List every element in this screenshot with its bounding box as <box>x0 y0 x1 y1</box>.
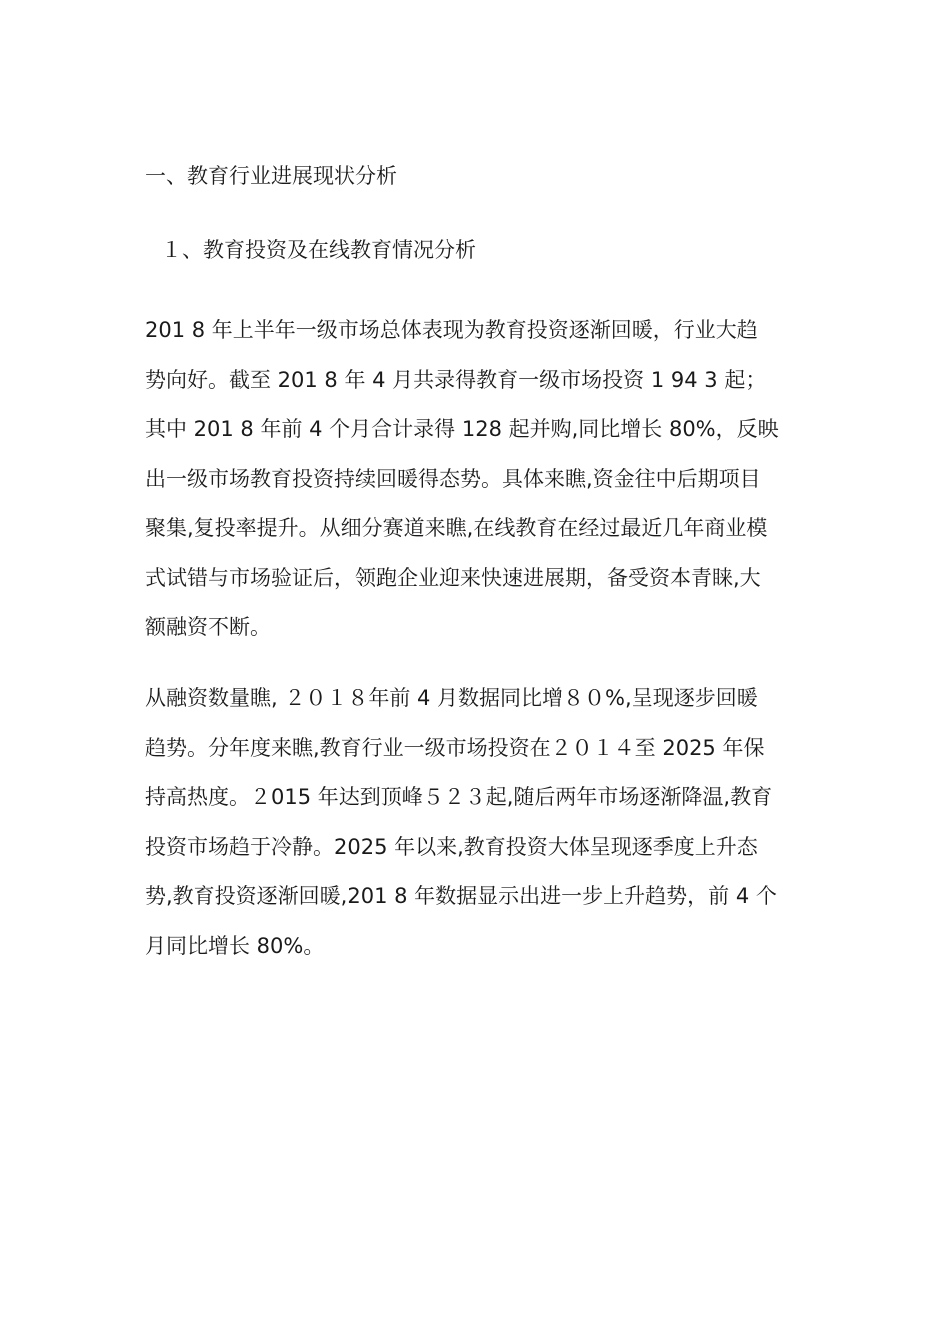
paragraph-line: 持高热度。２015 年达到顶峰５２３起,随后两年市场逐渐降温,教育 <box>145 785 773 809</box>
paragraph-line: 月同比增长 80%。 <box>145 933 325 958</box>
paragraph-line: 势,教育投资逐渐回暖,201 8 年数据显示出进一步上升趋势，前 4 个 <box>145 884 777 908</box>
paragraph-line: 其中 201 8 年前 4 个月合计录得 128 起并购,同比增长 80%，反映 <box>145 417 779 441</box>
paragraph-investment-overview <box>145 306 815 653</box>
paragraph-line: 聚集,复投率提升。从细分赛道来瞧,在线教育在经过最近几年商业模 <box>145 516 768 540</box>
paragraph-line: 势向好。截至 201 8 年 4 月共录得教育一级市场投资 1 94 3 起； <box>145 367 767 392</box>
paragraph-line: 额融资不断。 <box>145 615 271 639</box>
paragraph-line: 从融资数量瞧, ２０１８年前 4 月数据同比增８０%,呈现逐步回暖 <box>145 686 758 710</box>
section-heading: 一、教育行业进展现状分析 <box>145 164 397 188</box>
paragraph-line: 趋势。分年度来瞧,教育行业一级市场投资在２０１４至 2025 年保 <box>145 735 765 760</box>
paragraph-financing-trend <box>145 674 815 971</box>
paragraph-line: 式试错与市场验证后，领跑企业迎来快速进展期，备受资本青睐,大 <box>145 565 761 590</box>
paragraph-line: 出一级市场教育投资持续回暖得态势。具体来瞧,资金往中后期项目 <box>145 466 761 491</box>
paragraph-line: 201 8 年上半年一级市场总体表现为教育投资逐渐回暖，行业大趋 <box>145 318 758 342</box>
paragraph-line: 投资市场趋于冷静。2025 年以来,教育投资大体呈现逐季度上升态 <box>145 834 758 859</box>
subsection-heading: １、教育投资及在线教育情况分析 <box>161 238 476 262</box>
